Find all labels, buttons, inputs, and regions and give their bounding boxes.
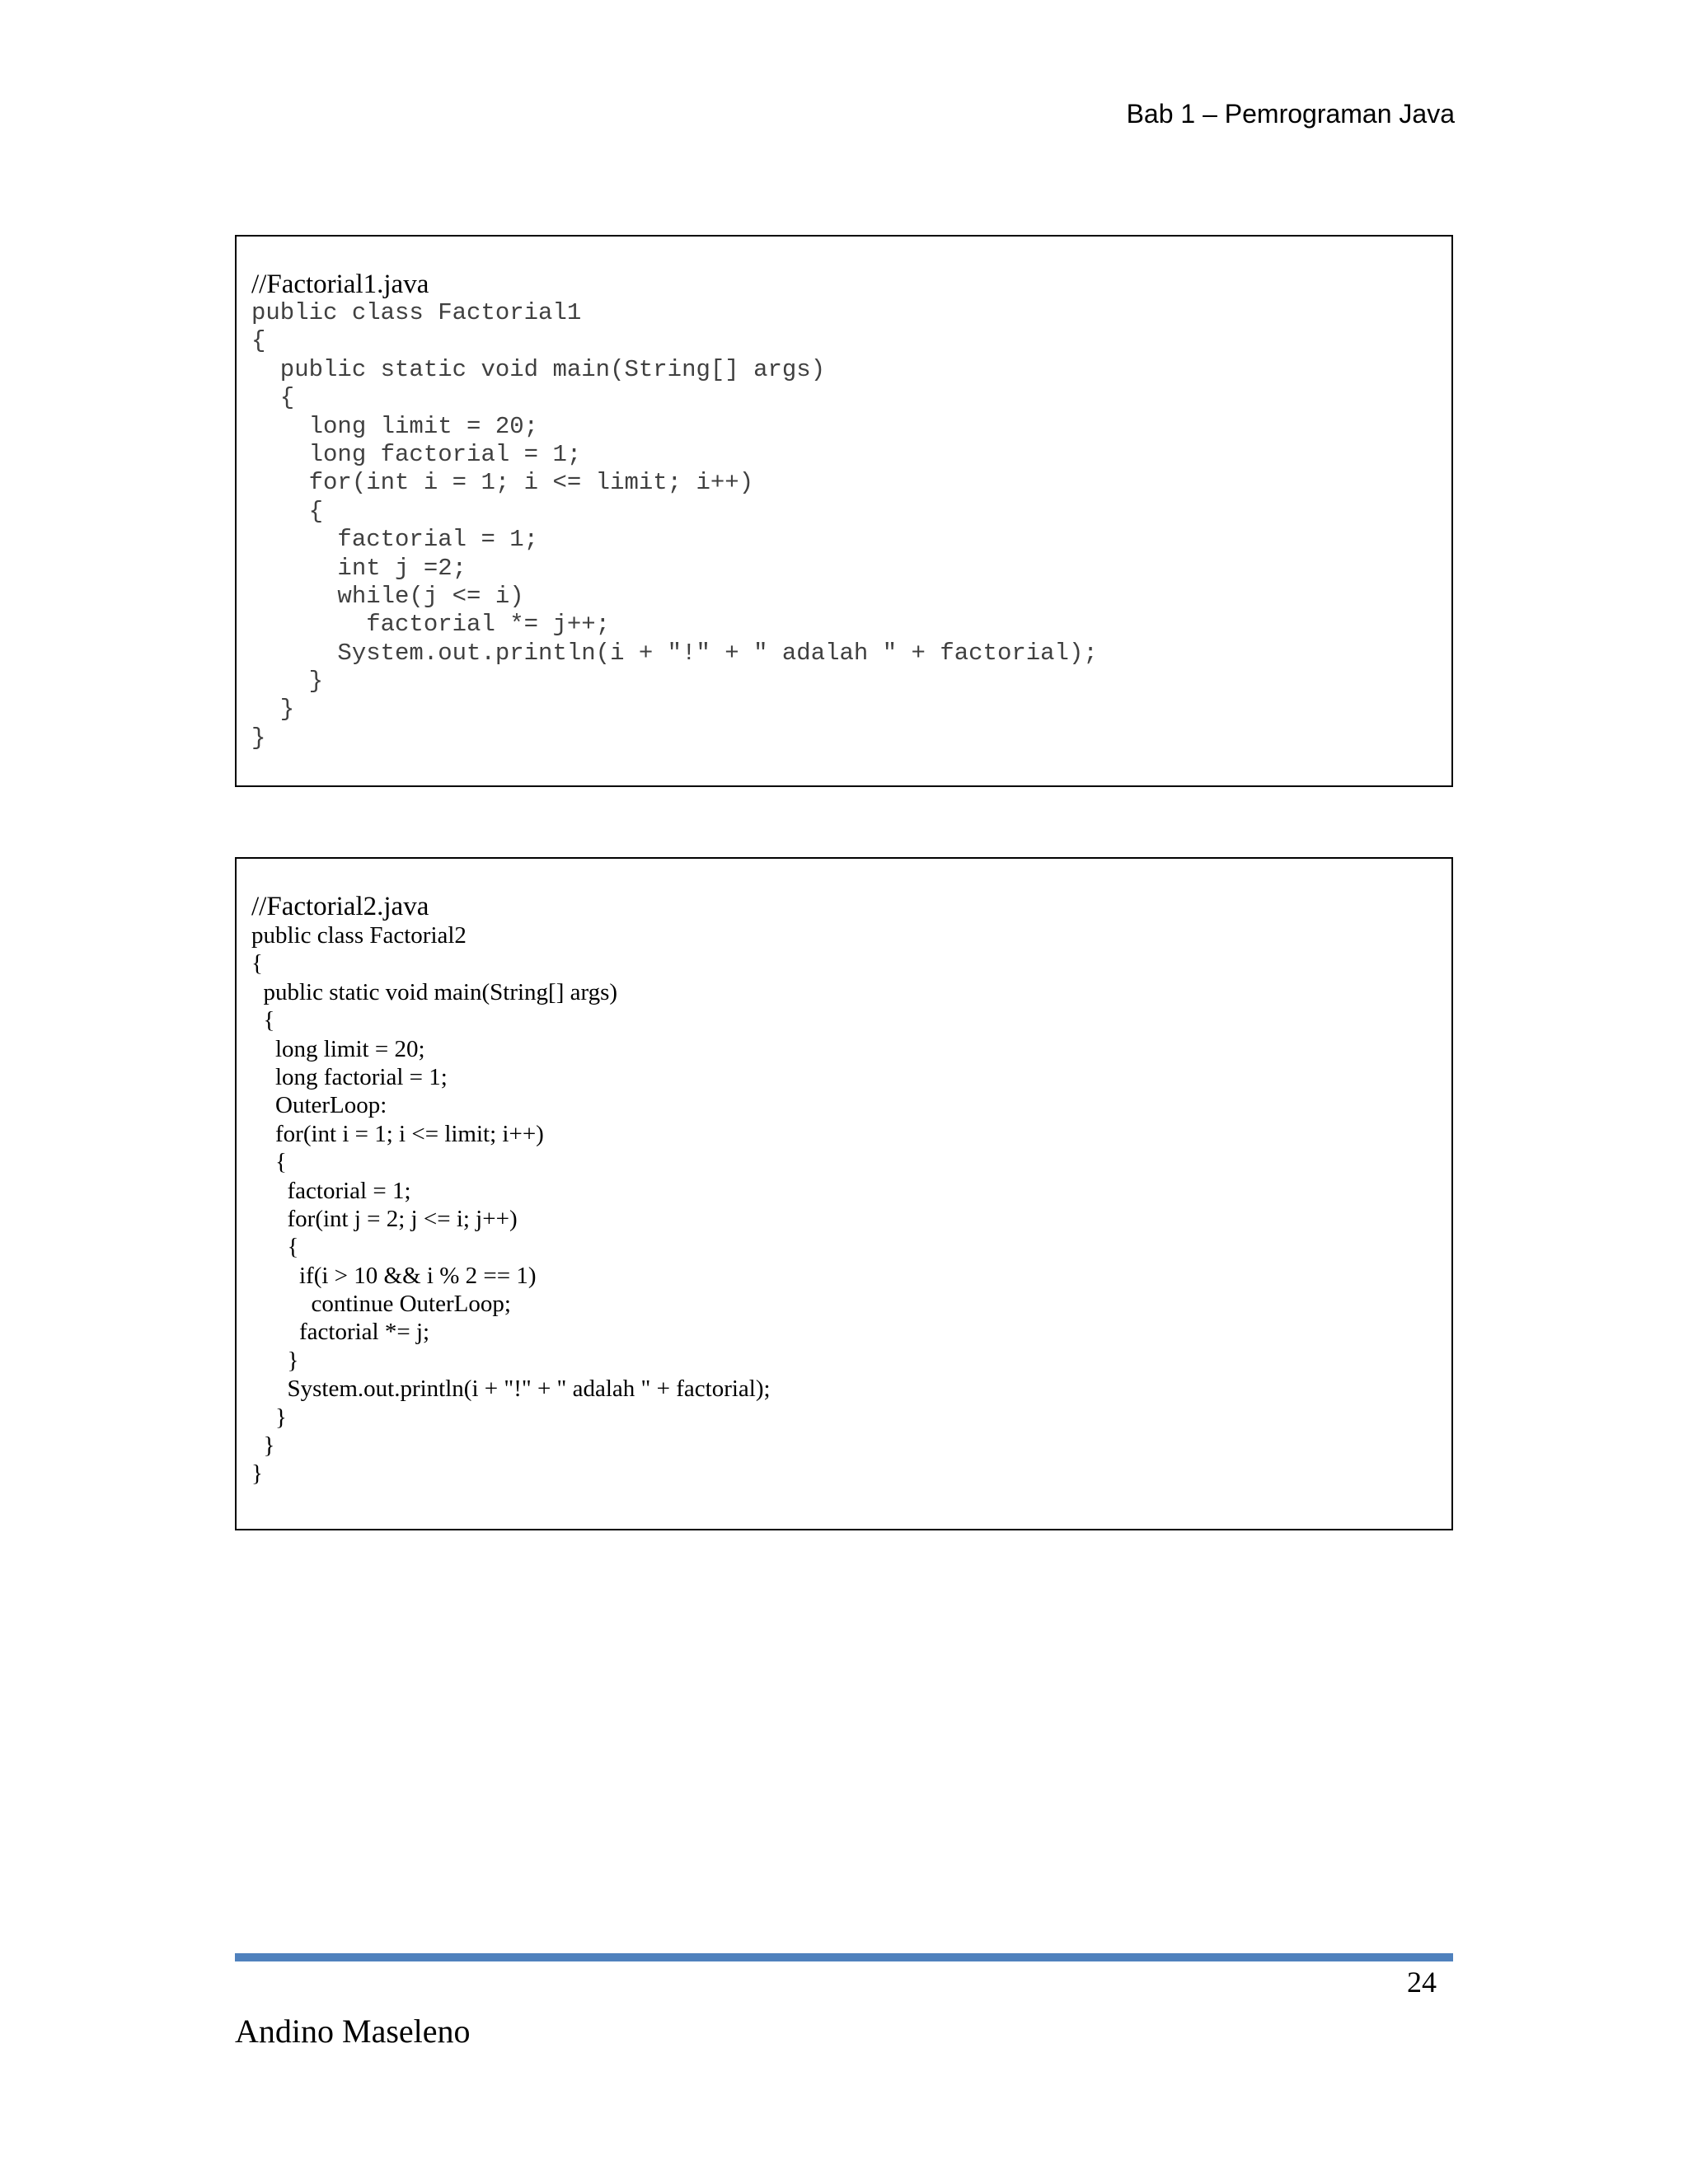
code-line: System.out.println(i + "!" + " adalah " + factorial); — [251, 639, 1098, 667]
code-line: { — [251, 327, 266, 355]
code-line: OuterLoop: — [251, 1092, 387, 1119]
author-name: Andino Maseleno — [235, 2013, 471, 2050]
code-line: long factorial = 1; — [251, 440, 582, 468]
code-line: public class Factorial1 — [251, 299, 582, 326]
code-line: factorial *= j++; — [251, 611, 611, 639]
code-line: public static void main(String[] args) — [251, 978, 618, 1005]
listing-title: //Factorial1.java — [251, 269, 429, 299]
code-line: } — [251, 724, 266, 752]
code-line: if(i > 10 && i % 2 == 1) — [251, 1262, 537, 1289]
running-header: Bab 1 – Pemrograman Java — [1126, 99, 1455, 129]
code-listing-factorial1 — [235, 235, 1453, 787]
code-line: continue OuterLoop; — [251, 1291, 511, 1318]
code-line: System.out.println(i + "!" + " adalah " + factorial); — [251, 1376, 771, 1403]
code-line: { — [251, 1149, 287, 1176]
code-listing-factorial2 — [235, 857, 1453, 1530]
code-line: for(int i = 1; i <= limit; i++) — [251, 1120, 544, 1147]
code-line: long limit = 20; — [251, 1035, 425, 1062]
code-line: } — [251, 1432, 275, 1460]
listing-title: //Factorial2.java — [251, 892, 429, 921]
code-line: } — [251, 696, 295, 724]
code-line: long limit = 20; — [251, 412, 539, 440]
code-lines — [251, 299, 1451, 752]
code-line: { — [251, 384, 295, 412]
code-line: public class Factorial2 — [251, 922, 467, 949]
code-lines — [251, 921, 1451, 1488]
code-line: factorial = 1; — [251, 1177, 411, 1204]
code-line: } — [251, 1347, 299, 1374]
code-line: } — [251, 668, 324, 696]
code-line: factorial *= j; — [251, 1319, 430, 1346]
code-line: long factorial = 1; — [251, 1063, 448, 1090]
code-line: for(int i = 1; i <= limit; i++) — [251, 469, 754, 497]
page-number: 24 — [1407, 1966, 1437, 1999]
code-line: } — [251, 1460, 263, 1488]
code-line: for(int j = 2; j <= i; j++) — [251, 1205, 518, 1232]
code-line: int j =2; — [251, 554, 467, 582]
code-line: factorial = 1; — [251, 526, 539, 554]
code-line: public static void main(String[] args) — [251, 355, 826, 383]
code-line: { — [251, 950, 263, 977]
code-line: while(j <= i) — [251, 582, 524, 610]
code-line: { — [251, 1234, 299, 1261]
code-line: { — [251, 497, 324, 525]
code-line: } — [251, 1404, 287, 1431]
code-line: { — [251, 1007, 275, 1034]
footer-rule — [235, 1953, 1453, 1961]
